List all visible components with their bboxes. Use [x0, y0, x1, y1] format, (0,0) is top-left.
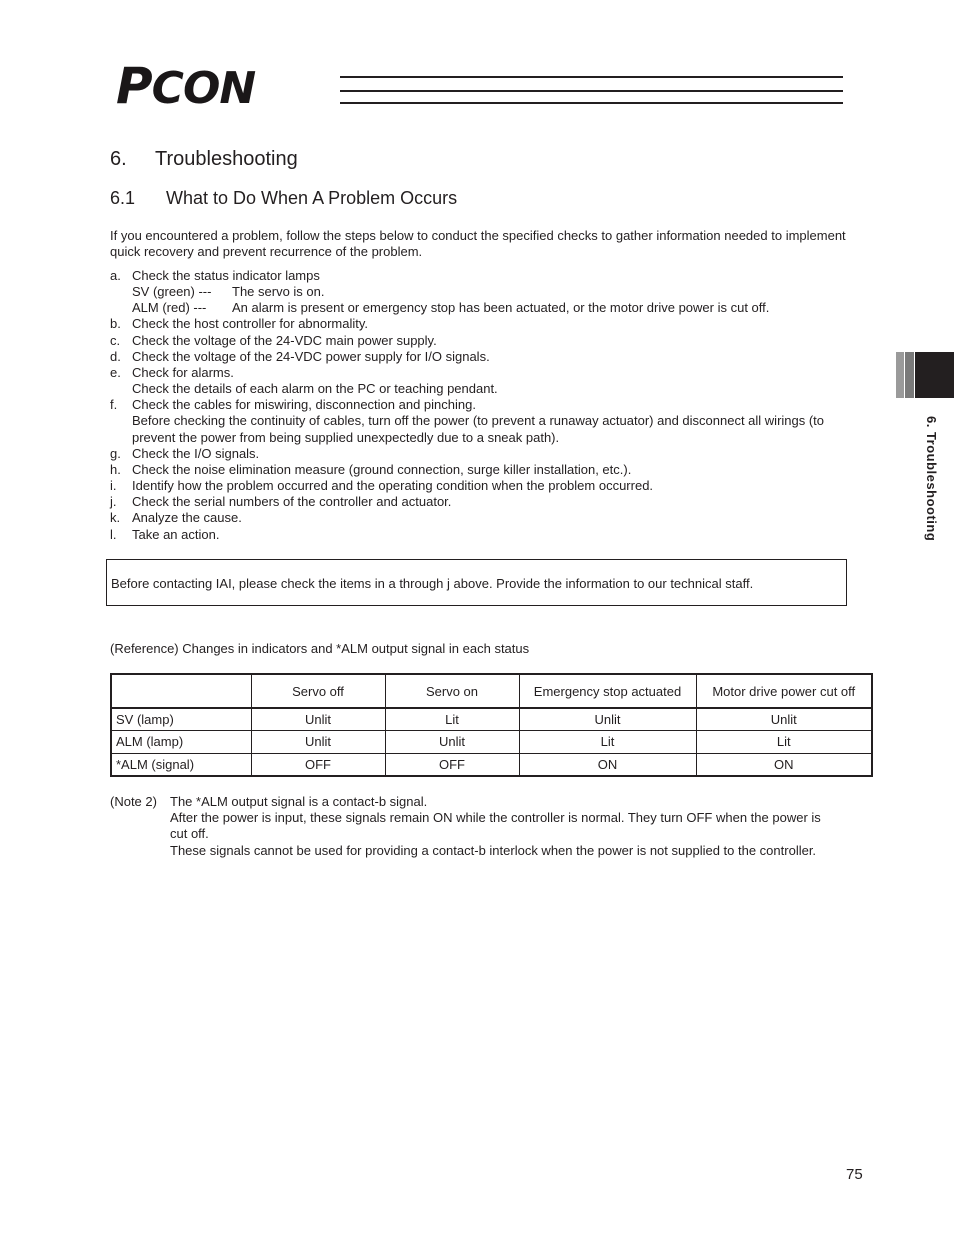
indicator-status-table [110, 673, 873, 777]
pcon-logo [116, 57, 846, 115]
table-header: Servo on [385, 674, 519, 708]
check-steps-list [110, 268, 850, 543]
chapter-side-label: 6. Troubleshooting [924, 416, 939, 542]
table-cell: Lit [519, 731, 696, 753]
note-2 [110, 794, 830, 859]
chapter-title [110, 148, 298, 171]
note-label: (Note 2) [110, 794, 157, 809]
list-item: d. Check the voltage of the 24-VDC power supply for I/O signals. [110, 348, 490, 364]
section-title [110, 188, 457, 209]
list-item: h. Check the noise elimination measure (ground connection, surge killer installation, etc.). [110, 461, 632, 477]
table-row [111, 731, 872, 753]
list-item: i. Identify how the problem occurred and the operating condition when the problem occurred. [110, 478, 654, 494]
list-item: f. Check the cables for miswiring, disconnection and pinching. Before checking the continuity of cables, turn off the power (to prevent a runaway actuator) and disconnect all wirings (to prevent the power from being supplied unexpectedly due to a sneak path). [110, 397, 825, 445]
table-cell: Unlit [251, 708, 385, 731]
section-number: 6.1 [110, 188, 136, 208]
logo-rule [340, 76, 843, 78]
table-cell: Lit [385, 708, 519, 731]
table-cell: Unlit [385, 731, 519, 753]
table-cell: ALM (lamp) [111, 731, 251, 753]
section-title-text: What to Do When A Problem Occurs [166, 188, 458, 208]
table-row [111, 708, 872, 731]
chapter-number: 6. [110, 148, 127, 170]
list-item: g. Check the I/O signals. [110, 445, 260, 461]
list-item: j. Check the serial numbers of the controller and actuator. [110, 494, 452, 510]
table-header: Servo off [251, 674, 385, 708]
chapter-tab-marker [896, 352, 954, 398]
table-header [111, 674, 251, 708]
intro-paragraph: If you encountered a problem, follow the steps below to conduct the specified checks to gather information needed to implement quick recovery and prevent recurrence of the problem. [110, 228, 846, 259]
table-cell: ON [519, 753, 696, 776]
table-cell: Unlit [519, 708, 696, 731]
sv-lamp-row: SV (green) --- The servo is on. [132, 284, 325, 300]
alm-lamp-row: ALM (red) --- An alarm is present or emergency stop has been actuated, or the motor drive power is cut off. [132, 300, 770, 316]
table-cell: Unlit [696, 708, 872, 731]
logo-rule [340, 90, 843, 92]
list-item: k. Analyze the cause. [110, 510, 242, 526]
table-cell: Unlit [251, 731, 385, 753]
note-line: The *ALM output signal is a contact-b signal. [170, 794, 428, 809]
note-line: These signals cannot be used for providing a contact-b interlock when the power is not supplied to the controller. [170, 842, 817, 858]
table-header: Motor drive power cut off [696, 674, 872, 708]
table-cell: OFF [251, 753, 385, 776]
logo-rule [340, 102, 843, 104]
list-item: l. Take an action. [110, 526, 220, 542]
page-number: 75 [846, 1166, 863, 1183]
reference-caption: (Reference) Changes in indicators and *ALM output signal in each status [110, 641, 530, 656]
table-cell: OFF [385, 753, 519, 776]
chapter-title-text: Troubleshooting [155, 148, 298, 170]
list-item: a. Check the status indicator lamps SV (green) --- The servo is on. ALM (red) --- An alarm is present or emergency stop has been actuated, or the motor drive power is cut off. [110, 268, 850, 316]
contact-notice-box [106, 559, 847, 606]
table-cell: Lit [696, 731, 872, 753]
logo-wordmark: PCON [116, 57, 256, 115]
table-header-row [111, 674, 872, 708]
list-item: b. Check the host controller for abnormality. [110, 316, 369, 332]
table-cell: SV (lamp) [111, 708, 251, 731]
contact-notice-text: Before contacting IAI, please check the items in a through j above. Provide the information to our technical staff. [111, 576, 754, 591]
list-item: c. Check the voltage of the 24-VDC main power supply. [110, 332, 437, 348]
list-item: e. Check for alarms. Check the details of each alarm on the PC or teaching pendant. [110, 364, 498, 397]
table-cell: *ALM (signal) [111, 753, 251, 776]
table-row [111, 753, 872, 776]
table-header: Emergency stop actuated [519, 674, 696, 708]
table-cell: ON [696, 753, 872, 776]
note-line: After the power is input, these signals remain ON while the controller is normal. They turn OFF when the power is cut off. [170, 810, 821, 842]
